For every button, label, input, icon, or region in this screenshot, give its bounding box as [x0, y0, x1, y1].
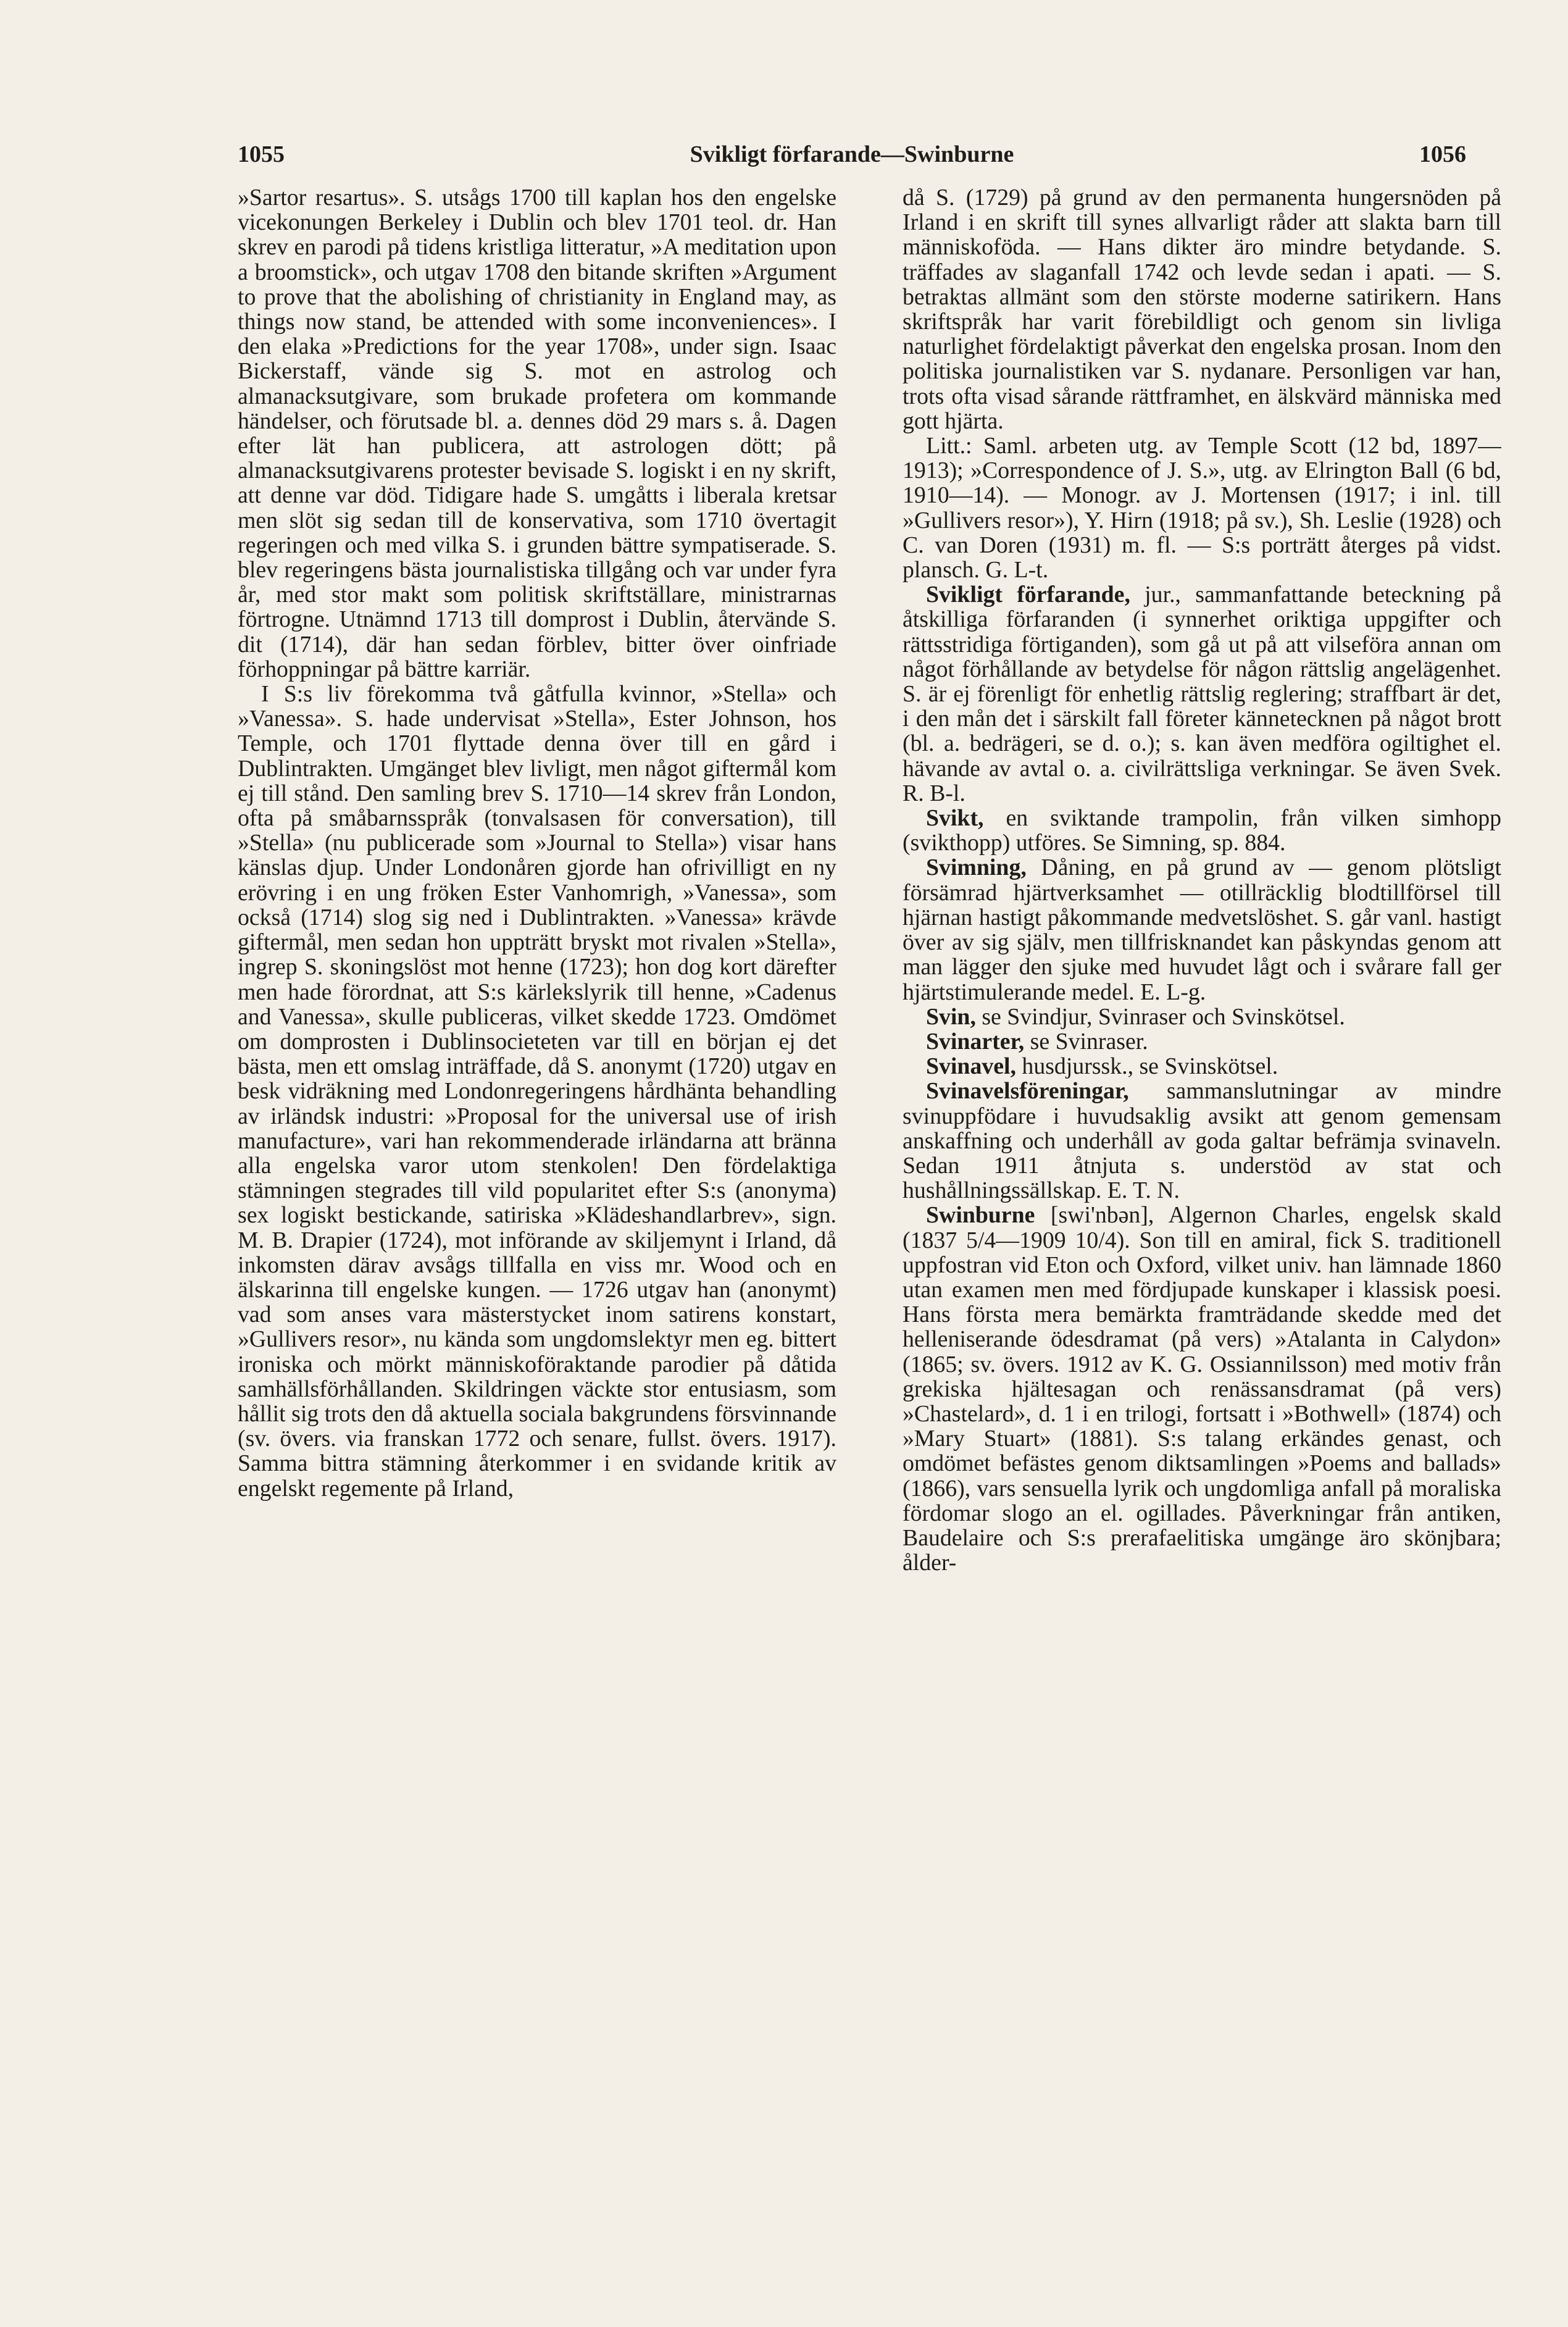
headword: Swinburne [926, 1202, 1035, 1229]
entry-text: Dåning, en på grund av — genom plötsligt försämrad hjärtverksamhet — otillräcklig blodtillförsel till hjärnan hastigt påkommande medvetslöshet. S. går vanl. hastigt över av sig själv, men tillfrisknandet kan påskyndas genom att man lägger den sjuke med huvudet lågt och i svårare fall ger hjärtstimulerande medel. E. L-g. [903, 854, 1501, 1005]
swift-literature: Litt.: Saml. arbeten utg. av Temple Scott (12 bd, 1897—1913); »Correspondence of J. S.», utg. av Elrington Ball (6 bd, 1910—14). — Monogr. av J. Mortensen (1917; i inl. till »Gullivers resor»), Y. Hirn (1918; på sv.), Sh. Leslie (1928) och C. van Doren (1931) m. fl. — S:s porträtt återges på vidst. plansch. G. L-t. [903, 433, 1501, 583]
headword: Svinavel, [926, 1053, 1016, 1080]
headword: Svinarter, [926, 1028, 1025, 1055]
entry-text: en sviktande trampolin, från vilken simhopp (svikthopp) utföres. Se Simning, sp. 884. [903, 805, 1501, 856]
entry-svimning [903, 855, 1501, 1004]
entry-swinburne [903, 1203, 1501, 1575]
entry-svikligt-forfarande [903, 582, 1501, 806]
running-title: Svikligt förfarande—Swinburne [690, 141, 1014, 167]
entry-text: sammanslutningar av mindre svinuppfödare i huvudsaklig avsikt att genom gemensam anskaffning och underhåll av goda galtar befrämja svinaveln. Sedan 1911 åtnjuta s. understöd av stat och hushållningssällskap. E. T. N. [903, 1078, 1501, 1204]
headword: Svinavelsföreningar, [926, 1078, 1129, 1105]
swift-article-continued: »Sartor resartus». S. utsågs 1700 till kaplan hos den engelske vicekonungen Berkeley i Dublin och blev 1701 teol. dr. Han skrev en parodi på tidens kristliga litteratur, »A meditation upon a broomstick», och utgav 1708 den bitande skriften »Argument to prove that the abolishing of christianity in England may, as things now stand, be attended with some inconveniences». I den elaka »Predictions for the year 1708», under sign. Isaac Bickerstaff, vände sig S. mot en astrolog och almanacksutgivare, som brukade profetera om kommande händelser, och förutsade bl. a. dennes död 29 mars s. å. Dagen efter lät han publicera, att astrologen dött; på almanacksutgivarens protester bevisade S. logiskt i en ny skrift, att denne var död. Tidigare hade S. umgåtts i liberala kretsar men slöt sig sedan till de konservativa, som 1710 övertagit regeringen och med vilka S. i grunden bättre sympatiserade. S. blev regeringens bästa journalistiska tillgång och var under fyra år, med stor makt som politisk skriftställare, ministrarnas förtrogne. Utnämnd 1713 till domprost i Dublin, återvände S. dit (1714), där han sedan förblev, bitter över oinfriade förhoppningar på bättre karriär. [238, 185, 836, 682]
left-page-number: 1055 [238, 141, 285, 167]
headword: Svimning, [926, 854, 1027, 881]
headword: Svikt, [926, 805, 984, 832]
entry-svinavelsforeningar [903, 1079, 1501, 1203]
swift-article-stella-vanessa: I S:s liv förekomma två gåtfulla kvinnor, »Stella» och »Vanessa». S. hade undervisat »Stella», Ester Johnson, hos Temple, och 1701 flyttade denna över till en gård i Dublintrakten. Umgänget blev livligt, men något giftermål kom ej till stånd. Den samling brev S. 1710—14 skrev från London, ofta på småbarnsspråk (tonvalsasen för conversation), till »Stella» (nu publicerade som »Journal to Stella») visar hans känslas djup. Under Londonåren gjorde han ofrivilligt en ny erövring i en ung fröken Ester Vanhomrigh, »Vanessa», som också (1714) slog sig ned i Dublintrakten. »Vanessa» krävde giftermål, men sedan hon uppträtt bryskt mot rivalen »Stella», ingrep S. skoningslöst mot henne (1723); hon dog kort därefter men hade förordnat, att S:s kärlekslyrik till henne, »Cadenus and Vanessa», skulle publiceras, vilket skedde 1723. Omdömet om domprosten i Dublinsocieteten var till en början ej det bästa, men ett omslag inträffade, då S. anonymt (1720) utgav en besk vidräkning med Londonregeringens hårdhänta behandling av irländsk industri: »Proposal for the universal use of irish manufacture», vari han rekommenderade irländarna att bränna alla engelska varor utom stenkolen! Den fördelaktiga stämningen stegrades till vild popularitet efter S:s (anonyma) sex logiskt bestickande, satiriska »Klädeshandlarbrev», sign. M. B. Drapier (1724), mot införande av skiljemynt i Irland, då inkomsten därav avsågs tillfalla en viss mr. Wood och en älskarinna till engelske kungen. — 1726 utgav han (anonymt) vad som anses vara mästerstycket inom satirens konstart, »Gullivers resor», nu kända som ungdomslektyr men eg. bittert ironiska och mörkt människoföraktande parodier på dåtida samhällsförhållanden. Skildringen väckte stor entusiasm, som hållit sig trots den då aktuella sociala bakgrundens försvinnande (sv. övers. via franskan 1772 och senare, fullst. övers. 1917). Samma bittra stämning återkommer i en svidande kritik av engelskt regemente på Irland, [238, 681, 836, 1502]
running-header [238, 141, 1466, 178]
right-column [903, 185, 1501, 2223]
entry-text: [swi'nbən], Algernon Charles, engelsk skald (1837 5/4—1909 10/4). Son till en amiral, fick S. traditionell uppfostran vid Eton och Oxford, vilket univ. han lämnade 1860 utan examen men med fördjupade kunskaper i klassisk poesi. Hans första mera bemärkta framträdande skedde med det helleniserande ödesdramat (på vers) »Atalanta in Calydon» (1865; sv. övers. 1912 av K. G. Ossiannilsson) med motiv från grekiska hjältesagan och renässansdramat (på vers) »Chastelard», d. 1 i en trilogi, fortsatt i »Bothwell» (1874) och »Mary Stuart» (1881). S:s talang erkändes genast, och omdömet befästes genom diktsamlingen »Poems and ballads» (1866), vars sensuella lyrik och ungdomliga anfall på moraliska fördomar slogo an el. ogillades. Påverkningar från antiken, Baudelaire och S:s prerafaelitiska umgänge äro skönjbara; ålder- [903, 1202, 1501, 1576]
swift-article-end: då S. (1729) på grund av den permanenta hungersnöden på Irland i en skrift till synes allvarligt råder att slakta barn till människoföda. — Hans dikter äro mindre betydande. S. träffades av slaganfall 1742 och levde sedan i apati. — S. betraktas allmänt som den störste moderne satirikern. Hans skriftspråk har varit förebildligt och genom sin livliga naturlighet fördelaktigt påverkat den engelska prosan. Inom den politiska journalistiken var S. nydanare. Personligen var han, trots ofta visad sårande rättframhet, en älskvärd människa med gott hjärta. [903, 185, 1501, 434]
entry-text: se Svinraser. [1024, 1028, 1148, 1055]
entry-text: husdjurssk., se Svinskötsel. [1015, 1053, 1278, 1080]
left-column [238, 185, 836, 2223]
entry-svinarter [903, 1029, 1501, 1054]
entry-svinavel [903, 1054, 1501, 1079]
right-page-number: 1056 [1419, 141, 1466, 167]
headword: Svin, [926, 1003, 976, 1030]
entry-svin [903, 1005, 1501, 1029]
headword: Svikligt förfarande, [926, 582, 1130, 608]
entry-svikt [903, 806, 1501, 855]
entry-text: se Svindjur, Svinraser och Svinskötsel. [975, 1003, 1345, 1030]
entry-text: jur., sammanfattande beteckning på åtskilliga förfaranden (i synnerhet oriktiga uppgifter och rättsstridiga förtiganden), som gå ut på att vilseföra annan om något förhållande av betydelse för någon rättslig angelägenhet. S. är ej förenligt för enhetlig rättslig reglering; straffbart är det, i den mån det i särskilt fall företer kännetecknen på något brott (bl. a. bedrägeri, se d. o.); s. kan även medföra ogiltighet el. hävande av avtal o. a. civilrättsliga verkningar. Se även Svek. R. B-l. [903, 582, 1501, 806]
